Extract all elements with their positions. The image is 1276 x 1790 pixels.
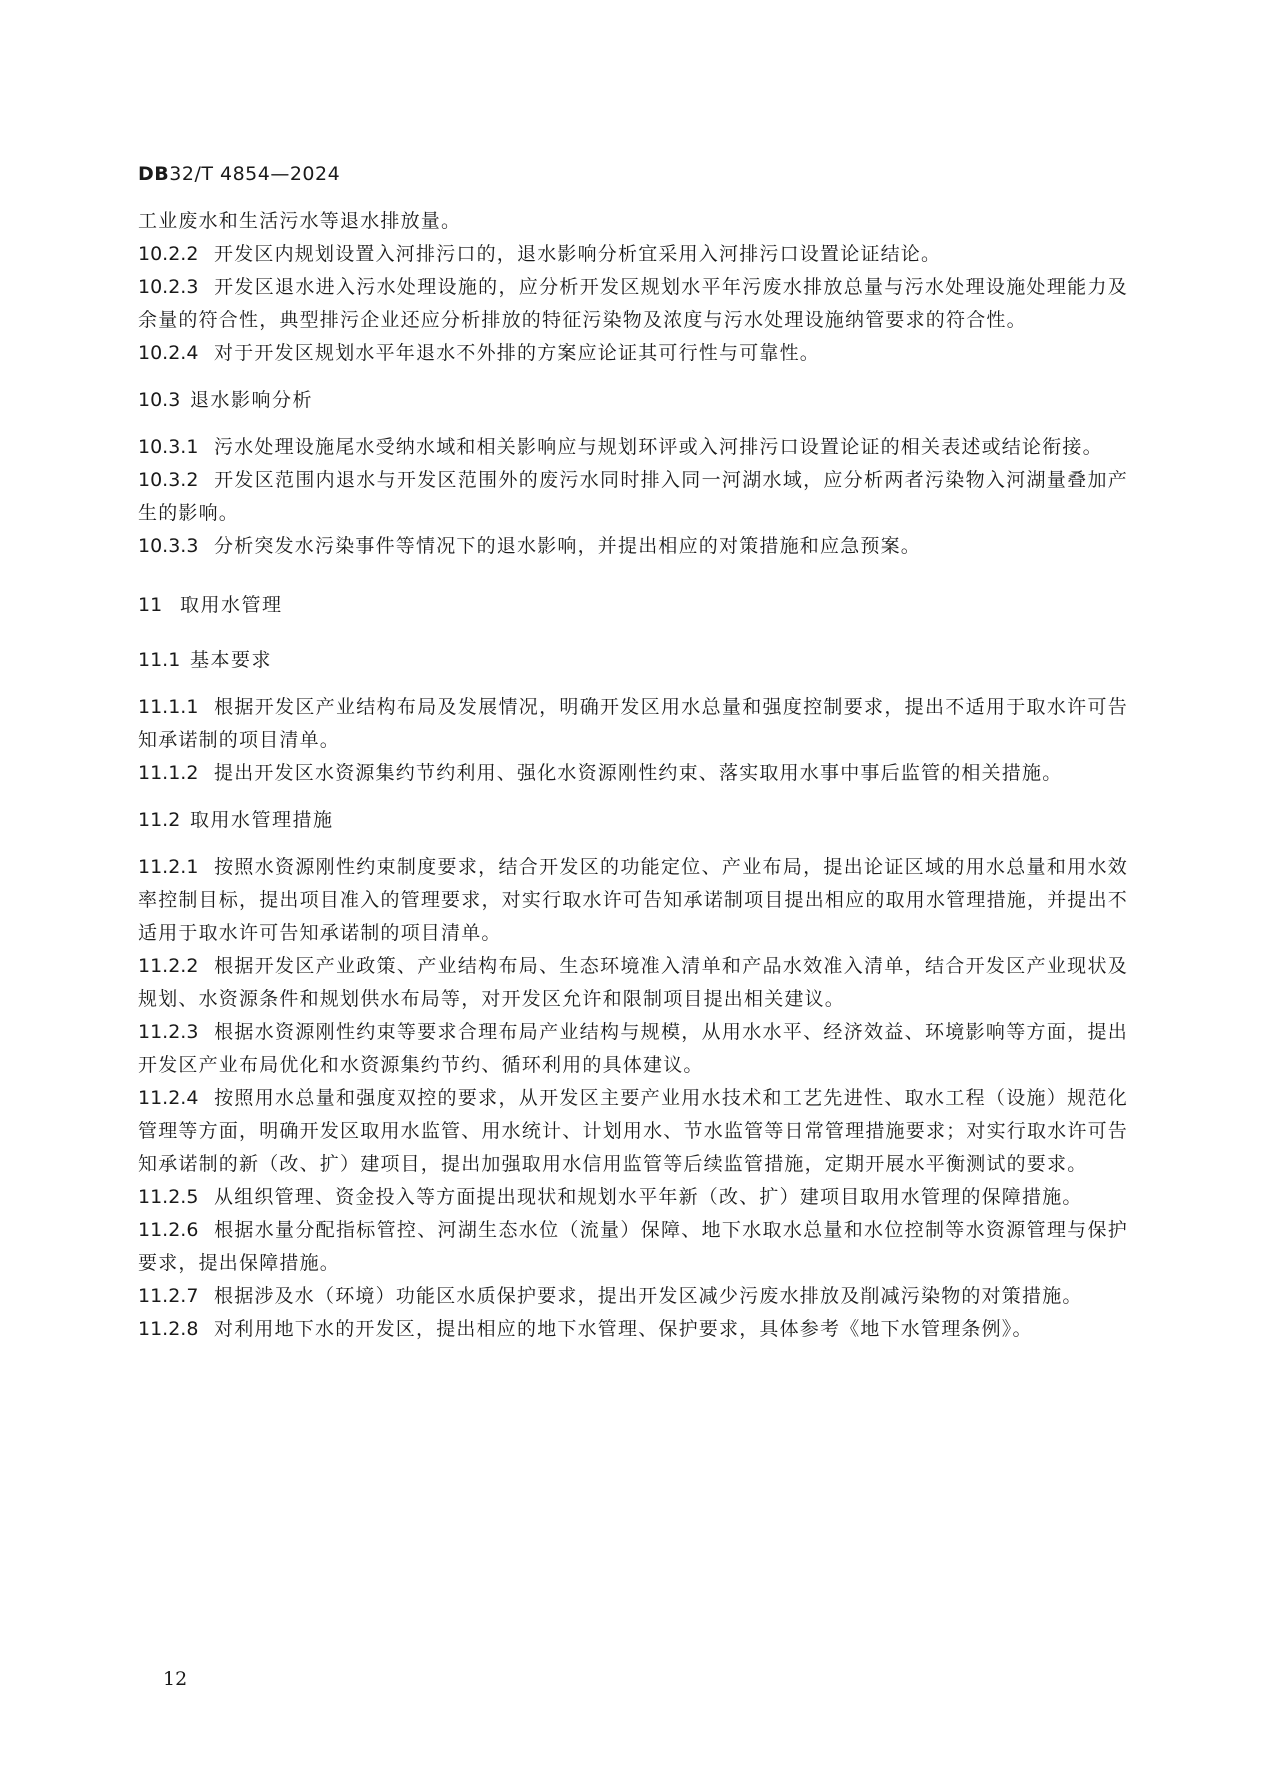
clause-number: 11.1.1 — [138, 696, 199, 718]
chapter-title: 取用水管理 — [180, 594, 283, 616]
standard-prefix: DB — [138, 163, 170, 185]
clause-text: 分析突发水污染事件等情况下的退水影响，并提出相应的对策措施和应急预案。 — [214, 535, 922, 557]
clause-10-2-4 — [138, 337, 1128, 370]
standard-code-header — [138, 163, 340, 185]
clause-text: 开发区退水进入污水处理设施的，应分析开发区规划水平年污废水排放总量与污水处理设施处理能力及余量的符合性，典型排污企业还应分析排放的特征污染物及浓度与污水处理设施纳管要求的符合性。 — [138, 276, 1128, 331]
clause-text: 按照用水总量和强度双控的要求，从开发区主要产业用水技术和工艺先进性、取水工程（设施）规范化管理等方面，明确开发区取用水监管、用水统计、计划用水、节水监管等日常管理措施要求；对实行取水许可告知承诺制的新（改、扩）建项目，提出加强取用水信用监管等后续监管措施，定期开展水平衡测试的要求。 — [138, 1087, 1128, 1175]
clause-11-1-2 — [138, 757, 1128, 790]
clause-number: 11.2.4 — [138, 1087, 199, 1109]
clause-11-2-6 — [138, 1214, 1128, 1280]
page-number: 12 — [163, 1668, 188, 1690]
clause-11-2-7 — [138, 1280, 1128, 1313]
section-number: 11.1 — [138, 649, 181, 671]
clause-number: 11.2.6 — [138, 1219, 199, 1241]
clause-text: 开发区内规划设置入河排污口的，退水影响分析宜采用入河排污口设置论证结论。 — [214, 243, 942, 265]
clause-11-2-2 — [138, 950, 1128, 1016]
clause-number: 11.1.2 — [138, 762, 199, 784]
chapter-heading-11 — [138, 589, 1128, 622]
clause-number: 11.2.7 — [138, 1285, 199, 1307]
clause-text: 根据开发区产业政策、产业结构布局、生态环境准入清单和产品水效准入清单，结合开发区产业现状及规划、水资源条件和规划供水布局等，对开发区允许和限制项目提出相关建议。 — [138, 955, 1128, 1010]
clause-text: 开发区范围内退水与开发区范围外的废污水同时排入同一河湖水域，应分析两者污染物入河湖量叠加产生的影响。 — [138, 469, 1128, 524]
clause-11-2-1 — [138, 851, 1128, 950]
section-number: 10.3 — [138, 389, 181, 411]
clause-11-2-5 — [138, 1181, 1128, 1214]
clause-11-2-8 — [138, 1313, 1128, 1346]
clause-text: 从组织管理、资金投入等方面提出现状和规划水平年新（改、扩）建项目取用水管理的保障措施。 — [214, 1186, 1083, 1208]
chapter-number: 11 — [138, 594, 163, 616]
clause-text: 污水处理设施尾水受纳水域和相关影响应与规划环评或入河排污口设置论证的相关表述或结论衔接。 — [214, 436, 1103, 458]
clause-number: 10.3.3 — [138, 535, 199, 557]
clause-number: 11.2.1 — [138, 856, 199, 878]
clause-number: 10.2.4 — [138, 342, 199, 364]
clause-number: 10.3.2 — [138, 469, 199, 491]
section-heading-11-2 — [138, 804, 1128, 837]
section-heading-11-1 — [138, 644, 1128, 677]
clause-10-3-1 — [138, 431, 1128, 464]
section-number: 11.2 — [138, 809, 181, 831]
clause-text: 提出开发区水资源集约节约利用、强化水资源刚性约束、落实取用水事中事后监管的相关措施。 — [214, 762, 1063, 784]
clause-10-3-3 — [138, 530, 1128, 563]
clause-number: 10.3.1 — [138, 436, 199, 458]
section-heading-10-3 — [138, 384, 1128, 417]
clause-11-1-1 — [138, 691, 1128, 757]
clause-text: 根据开发区产业结构布局及发展情况，明确开发区用水总量和强度控制要求，提出不适用于取水许可告知承诺制的项目清单。 — [138, 696, 1128, 751]
clause-text: 根据水量分配指标管控、河湖生态水位（流量）保障、地下水取水总量和水位控制等水资源管理与保护要求，提出保障措施。 — [138, 1219, 1128, 1274]
clause-10-3-2 — [138, 464, 1128, 530]
standard-number: 32/T 4854—2024 — [169, 163, 341, 185]
section-title: 退水影响分析 — [190, 389, 314, 411]
paragraph-continuation: 工业废水和生活污水等退水排放量。 — [138, 210, 462, 232]
clause-text: 根据涉及水（环境）功能区水质保护要求，提出开发区减少污废水排放及削减污染物的对策措施。 — [214, 1285, 1083, 1307]
clause-text: 对于开发区规划水平年退水不外排的方案应论证其可行性与可靠性。 — [214, 342, 821, 364]
clause-number: 11.2.5 — [138, 1186, 199, 1208]
section-title: 取用水管理措施 — [190, 809, 334, 831]
clause-11-2-4 — [138, 1082, 1128, 1181]
clause-number: 10.2.3 — [138, 276, 199, 298]
clause-text: 对利用地下水的开发区，提出相应的地下水管理、保护要求，具体参考《地下水管理条例》。 — [214, 1318, 1033, 1340]
clause-text: 按照水资源刚性约束制度要求，结合开发区的功能定位、产业布局，提出论证区域的用水总量和用水效率控制目标，提出项目准入的管理要求，对实行取水许可告知承诺制项目提出相应的取用水管理措施，并提出不适用于取水许可告知承诺制的项目清单。 — [138, 856, 1128, 944]
clause-11-2-3 — [138, 1016, 1128, 1082]
clause-10-2-3 — [138, 271, 1128, 337]
clause-number: 10.2.2 — [138, 243, 199, 265]
clause-text: 根据水资源刚性约束等要求合理布局产业结构与规模，从用水水平、经济效益、环境影响等方面，提出开发区产业布局优化和水资源集约节约、循环利用的具体建议。 — [138, 1021, 1128, 1076]
clause-number: 11.2.3 — [138, 1021, 199, 1043]
section-title: 基本要求 — [190, 649, 273, 671]
clause-number: 11.2.8 — [138, 1318, 199, 1340]
clause-10-2-2 — [138, 238, 1128, 271]
document-body — [138, 205, 1128, 1346]
clause-number: 11.2.2 — [138, 955, 199, 977]
